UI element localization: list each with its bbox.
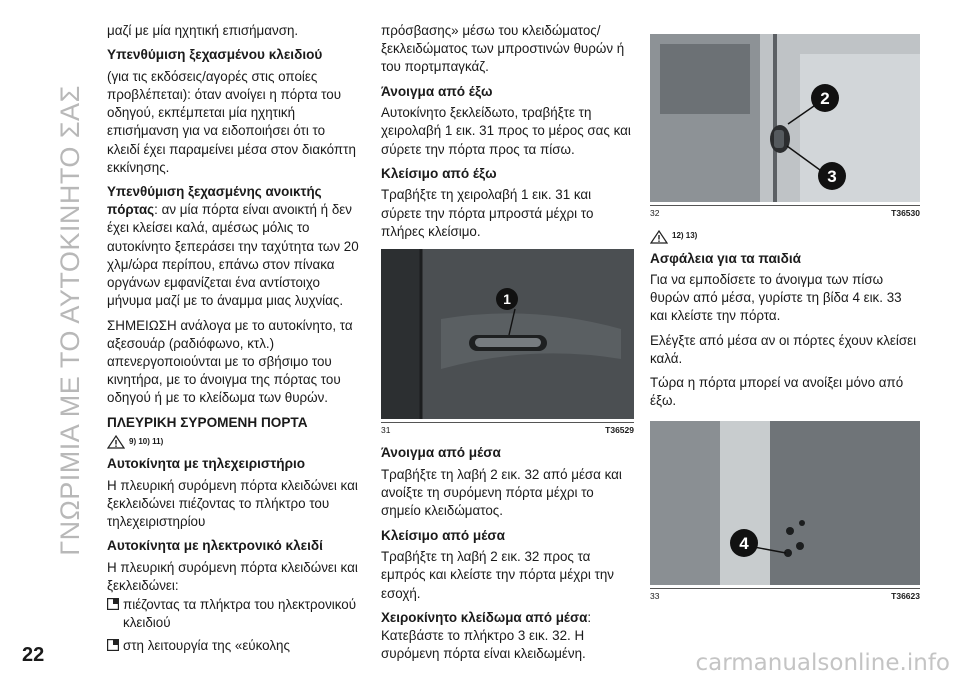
paragraph: Ελέγξτε από μέσα αν οι πόρτες έχουν κλείσει καλά.: [650, 332, 917, 366]
text-column-3: [650, 22, 920, 602]
list-item: στη λειτουργία της «εύκολης: [107, 637, 359, 655]
section-heading: ΠΛΕΥΡΙΚΗ ΣΥΡΟΜΕΝΗ ΠΟΡΤΑ: [107, 414, 308, 430]
figure-caption: 32 T36530: [650, 205, 920, 220]
section-heading: Άνοιγμα από έξω: [381, 83, 493, 99]
figure-callout: 3: [827, 167, 837, 186]
section-heading: Κλείσιμο από μέσα: [381, 527, 506, 543]
warning-reference: 12) 13): [650, 230, 920, 244]
list-item: πιέζοντας τα πλήκτρα του ηλεκτρονικού κλειδιού: [107, 596, 359, 632]
figure-callout: 1: [503, 290, 511, 307]
door-handle-photo: [381, 249, 634, 419]
paragraph: (για τις εκδόσεις/αγορές στις οποίες προβλέπεται): όταν ανοίγει η πόρτα του οδηγού, εκπέμπεται μία ηχητική επισήμανση για να ειδοποιήσει ότι το κλειδί έχει παραμείνει μέσα στον διακόπτη εκκίνησης.: [107, 68, 356, 175]
paragraph: Υπενθύμιση ξεχασμένης ανοικτής πόρτας: αν μία πόρτα είναι ανοικτή ή δεν έχει κλείσει καλά, αμέσως μόλις το αυτοκίνητο ξεπεράσει την ταχύτητα των 20 χλμ/ώρα περίπου, επάνω στον πίνακα οργάνων εμφανίζεται ένα αντίστοιχο μήνυμα μαζί με το άναμμα μιας λυχνίας.: [107, 184, 359, 309]
section-heading: Ασφάλεια για τα παιδιά: [650, 250, 801, 266]
figure-caption: 31 T36529: [381, 422, 634, 437]
section-heading: Άνοιγμα από μέσα: [381, 445, 501, 461]
section-heading: Υπενθύμιση ξεχασμένου κλειδιού: [107, 47, 323, 63]
door-interior-illustration: [650, 34, 920, 202]
inline-heading: Υπενθύμιση ξεχασμένης ανοικτής πόρτας: [107, 184, 322, 218]
warning-triangle-icon: [650, 230, 668, 244]
paragraph: Τώρα η πόρτα μπορεί να ανοίξει μόνο από έξω.: [650, 375, 904, 409]
paragraph: Τραβήξτε τη λαβή 2 εικ. 32 από μέσα και ανοίξτε τη συρόμενη πόρτα μέχρι το σημείο κλειδώματος.: [381, 466, 622, 519]
paragraph: Για να εμποδίσετε το άνοιγμα των πίσω θυρών από μέσα, γυρίστε τη βίδα 4 εικ. 33 και κλείστε την πόρτα.: [650, 272, 902, 324]
paragraph: Η πλευρική συρόμενη πόρτα κλειδώνει και ξεκλειδώνει πιέζοντας το πλήκτρο του τηλεχειριστηρίου: [107, 477, 358, 530]
paragraph: Χειροκίνητο κλείδωμα από μέσα: Κατεβάστε το πλήκτρο 3 εικ. 32. Η συρόμενη πόρτα είναι κλειδωμένη.: [381, 609, 592, 662]
figure-32: [650, 34, 920, 220]
text-column-2: [381, 22, 634, 669]
figure-33: [650, 421, 920, 603]
text-column-1: [107, 22, 359, 655]
bullet-square-icon: [107, 598, 119, 610]
paragraph: Τραβήξτε τη λαβή 2 εικ. 32 προς τα εμπρός και κλείστε την πόρτα μέχρι την εσοχή.: [381, 549, 614, 601]
paragraph: Τραβήξτε τη χειρολαβή 1 εικ. 31 και σύρετε την πόρτα μπροστά μέχρι το πλήρες κλείσιμο.: [381, 187, 594, 239]
interior-handle-photo: [650, 34, 920, 202]
sidebar-chapter-title: ΓΝΩΡΙΜΙΑ ΜΕ ΤΟ ΑΥΤΟΚΙΝΗΤΟ ΣΑΣ: [54, 84, 85, 556]
page-number: 22: [22, 644, 45, 666]
paragraph: πρόσβασης» μέσω του κλειδώματος/ξεκλειδώματος των μπροστινών θυρών ή του πορτμπαγκάζ.: [381, 23, 625, 75]
child-lock-illustration: [650, 421, 920, 585]
section-heading: Κλείσιμο από έξω: [381, 165, 497, 181]
inline-heading: Χειροκίνητο κλείδωμα από μέσα: [381, 609, 588, 625]
figure-caption: 33 T36623: [650, 588, 920, 603]
paragraph: μαζί με μία ηχητική επισήμανση.: [107, 23, 299, 38]
warning-reference: 9) 10) 11): [107, 435, 359, 449]
watermark: carmanualsonline.info: [695, 650, 950, 676]
child-lock-photo: [650, 421, 920, 585]
bullet-square-icon: [107, 639, 119, 651]
warning-triangle-icon: [107, 435, 125, 449]
figure-31: [381, 249, 634, 437]
figure-callout: 2: [820, 89, 830, 108]
paragraph: ΣΗΜΕΙΩΣΗ ανάλογα με το αυτοκίνητο, τα αξεσουάρ (ραδιόφωνο, κτλ.) απενεργοποιούνται με το σβήσιμο του κινητήρα, με το άνοιγμα της πόρτας του οδηγού ή με το κλείδωμα των θυρών.: [107, 317, 353, 406]
figure-callout: 4: [739, 533, 749, 553]
section-heading: Αυτοκίνητα με ηλεκτρονικό κλειδί: [107, 538, 323, 554]
paragraph: Η πλευρική συρόμενη πόρτα κλειδώνει και ξεκλειδώνει:: [107, 559, 358, 593]
section-heading: Αυτοκίνητα με τηλεχειριστήριο: [107, 456, 306, 472]
paragraph: Αυτοκίνητο ξεκλείδωτο, τραβήξτε τη χειρολαβή 1 εικ. 31 προς το μέρος σας και σύρετε την πόρτα προς τα πίσω.: [381, 105, 631, 157]
door-exterior-illustration: [381, 249, 634, 419]
